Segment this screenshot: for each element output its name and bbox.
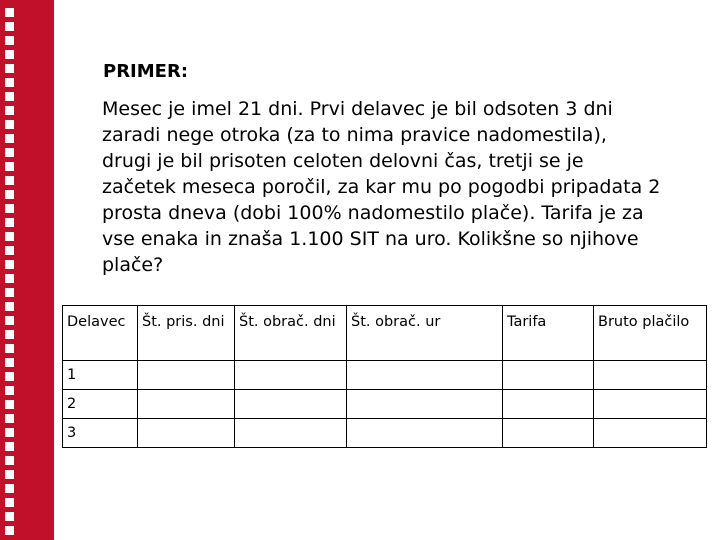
table-cell (503, 390, 594, 419)
strip-square-decoration (5, 526, 14, 535)
strip-square-decoration (5, 274, 14, 283)
strip-square-decoration (5, 36, 14, 45)
table-cell (138, 390, 235, 419)
table-row (63, 419, 707, 448)
table-cell (235, 419, 347, 448)
strip-square-decoration (5, 148, 14, 157)
strip-square-decoration (5, 316, 14, 325)
strip-square-decoration (5, 232, 14, 241)
header-tarifa: Tarifa (503, 306, 594, 361)
table-cell: 2 (63, 390, 138, 419)
strip-square-decoration (5, 498, 14, 507)
problem-text: Mesec je imel 21 dni. Prvi delavec je bil odsoten 3 dni zaradi nege otroka (za to nima pravice nadomestila), drugi je bil prisoten celoten delovni čas, tretji se je začetek meseca poročil, za kar mu po pogodbi pripadata 2 prosta dneva (dobi 100% nadomestilo plače). Tarifa je za vse enaka in znaša 1.100 SIT na uro. Kolikšne so njihove plače? (102, 98, 661, 276)
wage-table (62, 305, 707, 448)
table-cell (138, 419, 235, 448)
strip-square-decoration (5, 372, 14, 381)
table-cell: 3 (63, 419, 138, 448)
strip-square-decoration (5, 190, 14, 199)
table-cell (594, 361, 707, 390)
strip-square-decoration (5, 330, 14, 339)
strip-square-decoration (5, 414, 14, 423)
strip-square-decoration (5, 246, 14, 255)
strip-square-decoration (5, 512, 14, 521)
strip-square-decoration (5, 134, 14, 143)
table-cell (503, 419, 594, 448)
header-st-obrac-ur: Št. obrač. ur (347, 306, 503, 361)
table-cell (347, 419, 503, 448)
strip-square-decoration (5, 78, 14, 87)
decorative-side-strip (0, 0, 54, 540)
table-cell (138, 361, 235, 390)
table-cell (594, 419, 707, 448)
strip-square-decoration (5, 120, 14, 129)
strip-square-decoration (5, 218, 14, 227)
table-cell (594, 390, 707, 419)
strip-square-decoration (5, 176, 14, 185)
strip-square-decoration (5, 64, 14, 73)
strip-square-decoration (5, 106, 14, 115)
strip-square-decoration (5, 22, 14, 31)
strip-square-decoration (5, 358, 14, 367)
header-st-obrac-dni: Št. obrač. dni (235, 306, 347, 361)
strip-square-decoration (5, 92, 14, 101)
strip-square-decoration (5, 456, 14, 465)
table-row (63, 390, 707, 419)
table-cell (347, 390, 503, 419)
strip-square-decoration (5, 344, 14, 353)
table-cell (503, 361, 594, 390)
strip-square-decoration (5, 442, 14, 451)
strip-square-decoration (5, 484, 14, 493)
header-delavec: Delavec (63, 306, 138, 361)
header-st-pris-dni: Št. pris. dni (138, 306, 235, 361)
strip-square-decoration (5, 50, 14, 59)
table-cell: 1 (63, 361, 138, 390)
strip-square-decoration (5, 400, 14, 409)
table-cell (235, 361, 347, 390)
strip-square-decoration (5, 428, 14, 437)
strip-square-decoration (5, 8, 14, 17)
table-cell (235, 390, 347, 419)
table-row (63, 361, 707, 390)
table-header-row (63, 306, 707, 361)
strip-square-decoration (5, 288, 14, 297)
table-cell (347, 361, 503, 390)
strip-square-decoration (5, 260, 14, 269)
example-heading: PRIMER: (103, 61, 189, 82)
strip-square-decoration (5, 386, 14, 395)
strip-square-decoration (5, 162, 14, 171)
header-bruto-placilo: Bruto plačilo (594, 306, 707, 361)
strip-square-decoration (5, 302, 14, 311)
strip-square-decoration (5, 204, 14, 213)
strip-square-decoration (5, 470, 14, 479)
